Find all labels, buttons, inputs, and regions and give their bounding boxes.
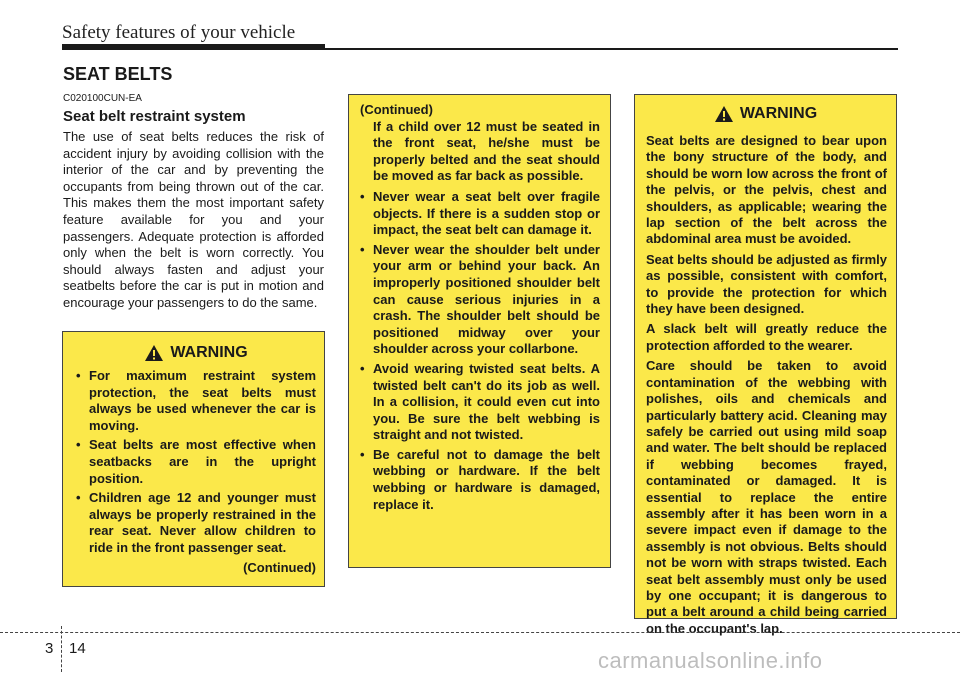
warning-paragraph: Seat belts should be adjusted as firmly as possible, consistent with comfort, to provide the protection for which they have been designed. [646, 251, 887, 317]
warning-heading [635, 105, 896, 123]
warning-paragraph: Care should be taken to avoid contamination of the webbing with polishes, oils and chemicals and particularly battery acid. Cleaning may safely be carried out using mild soap and water. The belt should be replaced if webbing becomes frayed, contaminated or damaged. It is essential to replace the entire assembly after it has been worn in a severe impact even if damage to the assembly is not obvious. Belts should not be worn with straps twisted. Each seat belt assembly must only be used by one occupant; it is dangerous to put a belt around a child being carried on the occupant's lap. [646, 358, 887, 636]
warning-list [360, 189, 600, 513]
list-item: • Seat belts are most effective when seatbacks are in the upright position. [76, 437, 316, 487]
warning-box-right [634, 94, 897, 636]
footer-rule [0, 632, 960, 633]
list-item: • Never wear the shoulder belt under your arm or behind your back. An improperly positioned shoulder belt can cause serious injuries in a crash. The shoulder belt should be positioned midway over your shoulder across your collarbone. [360, 242, 600, 358]
page-number: 14 [69, 640, 86, 657]
warning-triangle-icon [144, 344, 164, 362]
page-header-title: Safety features of your vehicle [62, 22, 296, 43]
continued-label: (Continued) [243, 559, 316, 575]
warning-label: WARNING [739, 105, 818, 122]
warning-label: WARNING [170, 344, 248, 361]
warning-paragraph: Seat belts are designed to bear upon the bony structure of the body, and should be worn low across the front of the pelvis, or the pelvis, chest and shoulders, as applicable; wearing the lap section of the belt across the abdominal area must be avoided. [646, 133, 887, 247]
header-rule [325, 48, 898, 50]
watermark: carmanualsonline.info [598, 648, 823, 673]
footer-divider [61, 626, 62, 672]
section-title: SEAT BELTS [63, 64, 173, 84]
chapter-number: 3 [45, 640, 54, 657]
warning-heading [76, 344, 316, 362]
list-item: • For maximum restraint system protection, the seat belts must always be used whenever the car is moving. [76, 368, 316, 434]
warning-paragraphs [646, 133, 887, 637]
warning-paragraph: A slack belt will greatly reduce the protection afforded to the wearer. [646, 321, 887, 353]
continued-text: If a child over 12 must be seated in the front seat, he/she must be properly belted and the seat should be moved as far back as possible. [373, 118, 600, 184]
subsection-title: Seat belt restraint system [63, 108, 246, 125]
warning-list [76, 368, 316, 557]
header-bar [62, 44, 325, 50]
document-code: C020100CUN-EA [63, 93, 142, 104]
list-item: • Avoid wearing twisted seat belts. A twisted belt can't do its job as well. In a collision, it could even cut into you. Be sure the belt webbing is straight and not twisted. [360, 361, 600, 444]
warning-box-left [62, 331, 325, 587]
continued-label: (Continued) [360, 102, 433, 117]
list-item: • Never wear a seat belt over fragile objects. If there is a sudden stop or impact, the seat belt can damage it. [360, 189, 600, 239]
warning-box-middle [348, 94, 611, 568]
warning-triangle-icon [714, 105, 734, 123]
list-item: • Children age 12 and younger must always be properly restrained in the rear seat. Never allow children to ride in the front passenger seat. [76, 490, 316, 556]
list-item: • Be careful not to damage the belt webbing or hardware. If the belt webbing or hardware is damaged, replace it. [360, 447, 600, 513]
body-paragraph: The use of seat belts reduces the risk of accident injury by avoiding collision with the interior of the car and by preventing the occupants from being thrown out of the car. This makes them the most important safety feature available for you and your passengers. Adequate protection is afforded only when the belt is worn correctly. You should always fasten and adjust your seatbelts before the car is put in motion and encourage your passengers to do the same. [63, 129, 324, 310]
